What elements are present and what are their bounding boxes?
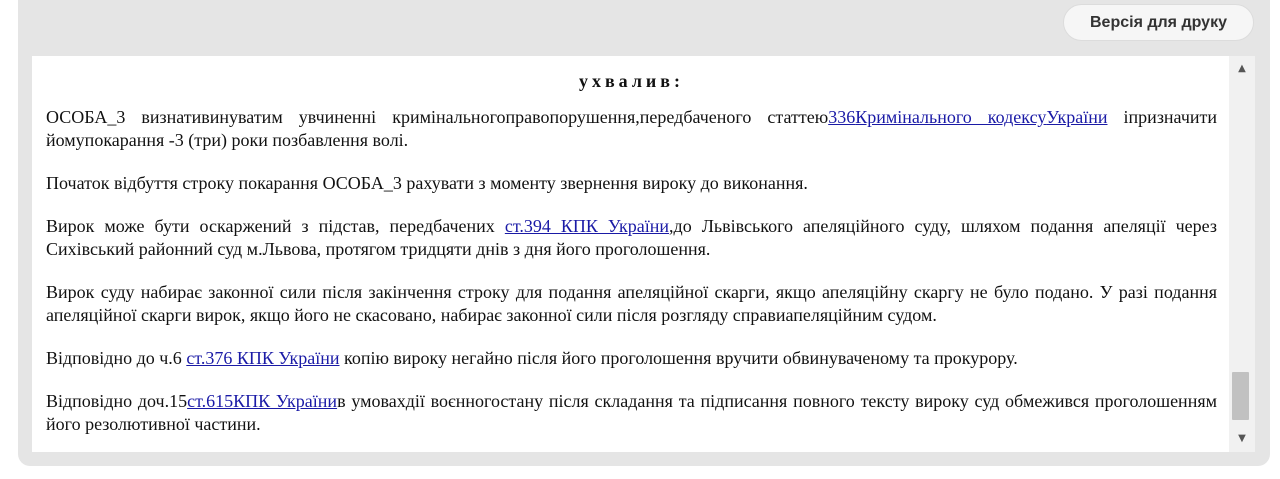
scroll-up-arrow-icon[interactable]: ▲ xyxy=(1238,62,1246,74)
scroll-down-arrow-icon[interactable]: ▼ xyxy=(1238,432,1246,444)
paragraph-legal-force: Вирок суду набирає законної сили після закінчення строку для подання апеляційної скарги, якщо апеляційну скаргу не було подано. У разі подання апеляційної скарги вирок, якщо його не скасовано, набирає законної сили після розгляду справиапеляційним судом. xyxy=(46,282,1217,325)
link-article-336[interactable]: 336 xyxy=(828,107,856,127)
text-span: іпризначити йомупокарання -3 (три) роки позбавлення волі. xyxy=(46,107,1218,150)
text-span: Відповідно доч.15 xyxy=(46,391,188,411)
document-viewer[interactable] xyxy=(32,56,1229,452)
text-span: ,до Львівського апеляційного суду, шляхом подання апеляції через Сихівський районний суд м.Львова, протягом тридцяти днів з дня його проголошення. xyxy=(46,216,1217,259)
text-span: Вирок може бути оскаржений з підстав, передбачених xyxy=(46,216,505,236)
text-span: Відповідно до ч.6 xyxy=(46,348,187,368)
paragraph-sentence-start: Початок відбуття строку покарання ОСОБА_3 рахувати з моменту звернення вироку до виконання. xyxy=(46,173,808,193)
link-art-615-cpc[interactable]: ст.615КПК України xyxy=(187,391,338,411)
decision-heading: ухвалив: xyxy=(578,71,685,91)
link-art-376-cpc[interactable]: ст.376 КПК України xyxy=(186,348,340,368)
paragraph-appeal xyxy=(46,215,1217,261)
link-criminal-code[interactable]: Кримінального кодексу xyxy=(855,107,1047,127)
link-ukraine[interactable]: України xyxy=(1046,107,1108,127)
text-span: копію вироку негайно після його проголошення вручити обвинуваченому та прокурору. xyxy=(339,348,1018,368)
text-span: в умовахдії воєнногостану після складання та підписання повного тексту вироку суд обмежився проголошенням його резолютивної частини. xyxy=(46,391,1217,434)
print-version-button[interactable]: Версія для друку xyxy=(1063,4,1254,41)
paragraph-verdict xyxy=(46,106,1217,152)
vertical-scrollbar[interactable] xyxy=(1229,56,1255,452)
paragraph-martial-law xyxy=(46,390,1217,436)
link-art-394-cpc[interactable]: ст.394 КПК України xyxy=(504,216,670,236)
scrollbar-thumb[interactable] xyxy=(1232,372,1249,420)
text-span: ОСОБА_3 визнативинуватим увчиненні кримінальногоправопорушення,передбаченого статтею xyxy=(46,107,829,127)
paragraph-copy-delivery xyxy=(46,347,1217,370)
